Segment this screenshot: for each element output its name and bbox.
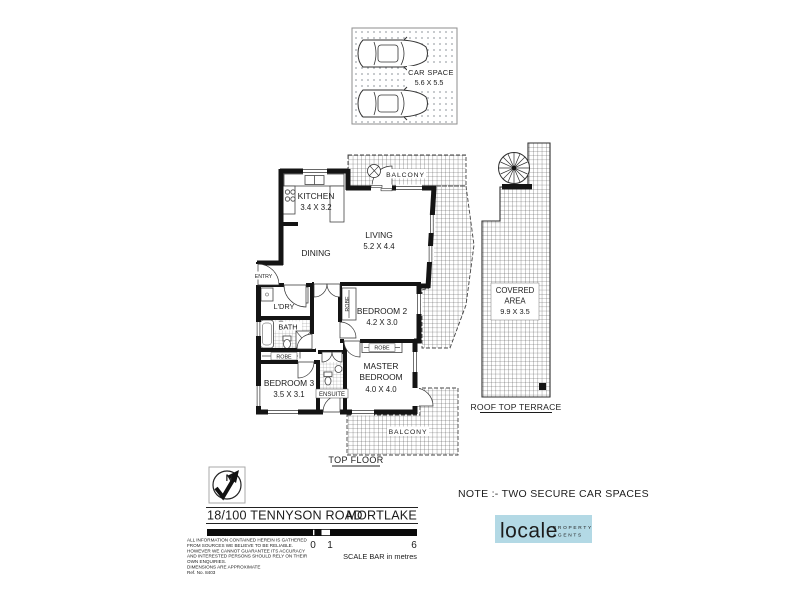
scale-caption: SCALE BAR in metres (343, 552, 417, 561)
hall-cupboard-swing-left (322, 352, 332, 362)
master-balcony-door-gap (412, 388, 420, 406)
living-label: LIVING (365, 230, 393, 240)
roof-terrace-area (471, 143, 562, 413)
car-space-label: CAR SPACE (408, 68, 454, 77)
disclaimer-line: DIMENSIONS ARE APPROXIMATE (187, 564, 261, 570)
bath-label: BATH (278, 322, 298, 332)
logo-brand: locale (500, 519, 558, 543)
master-robe-label: ROBE (374, 345, 390, 352)
hall-door-swing-right (327, 284, 340, 297)
covered-area-line1: COVERED (495, 286, 535, 295)
bedroom3-label: BEDROOM 3 (263, 378, 315, 388)
scale-zero: 0 (310, 540, 316, 551)
covered-area-line2: AREA (504, 296, 526, 306)
roof-terrace-label: ROOF TOP TERRACE (470, 402, 562, 412)
scale-bar-white-segment (322, 530, 331, 535)
bedroom3-size: 3.5 X 3.1 (273, 390, 305, 399)
living-size: 5.2 X 4.4 (363, 242, 395, 251)
spiral-staircase-icon (499, 153, 530, 184)
footer (187, 467, 649, 575)
scale-six: 6 (411, 540, 417, 551)
bedroom2-size: 4.2 X 3.0 (366, 318, 398, 327)
entry-label: ENTRY (254, 274, 273, 280)
bedroom3-door-swing (298, 362, 314, 378)
car-icon (358, 37, 428, 70)
master-size: 4.0 X 4.0 (365, 385, 397, 394)
kitchen-size: 3.4 X 3.2 (300, 203, 332, 212)
kitchen-label: KITCHEN (297, 191, 335, 201)
master-label-line1: MASTER (363, 361, 399, 371)
disclaimer-line: FROM SOURCES WE BELIEVE TO BE RELIABLE. (187, 542, 294, 548)
logo-tagline-line1: PROPERTY (553, 526, 593, 531)
note-text: NOTE :- TWO SECURE CAR SPACES (458, 488, 649, 500)
scale-bar-tick-zero (313, 530, 314, 535)
car-space-size: 5.6 X 5.5 (414, 78, 444, 87)
bbq-icon (368, 165, 381, 178)
address-text: 18/100 TENNYSON ROAD (207, 508, 363, 523)
master-label-line2: BEDROOM (359, 372, 403, 382)
car-icon (358, 87, 428, 120)
top-balcony-label: BALCONY (386, 172, 425, 179)
dining-label: DINING (301, 248, 331, 258)
hall-cupboard-swing-right (332, 352, 342, 362)
disclaimer (187, 538, 308, 575)
car-space-area (352, 28, 457, 124)
disclaimer-line: OWN ENQUIRIES. (187, 559, 227, 565)
disclaimer-line: ALL INFORMATION CONTAINED HEREIN IS GATHERED (187, 537, 307, 543)
bottom-balcony (347, 388, 458, 455)
bedroom3-robe-label: ROBE (276, 354, 292, 361)
disclaimer-line: HOWEVER WE CANNOT GUARANTEE ITS ACCURACY (187, 548, 306, 554)
disclaimer-line: Ref. No. 8403 (187, 569, 216, 575)
floor-label: TOP FLOOR (328, 455, 384, 465)
north-letter: N (225, 473, 233, 484)
bedroom2-label: BEDROOM 2 (356, 306, 408, 316)
logo-tagline-line2: AGENTS (553, 533, 583, 539)
bedroom2-door-swing (340, 322, 356, 338)
bottom-balcony-label: BALCONY (388, 429, 428, 436)
hall-door-swing-left (314, 284, 327, 297)
terrace-wall-segment (502, 184, 532, 190)
covered-area-size: 9.9 X 3.5 (500, 307, 530, 316)
bedroom2-robe-label: ROBE (345, 296, 351, 312)
agency-logo (495, 515, 593, 543)
scale-bar-strip (207, 529, 417, 536)
laundry-label: L'DRY (273, 302, 295, 311)
north-arrow (209, 467, 245, 503)
disclaimer-line: AND INTERESTED PERSONS SHOULD RELY ON THEIR (187, 553, 308, 559)
terrace-post (539, 383, 546, 390)
ensuite-label: ENSUITE (318, 392, 346, 399)
scale-one: 1 (327, 540, 333, 551)
suburb-text: MORTLAKE (346, 508, 417, 523)
